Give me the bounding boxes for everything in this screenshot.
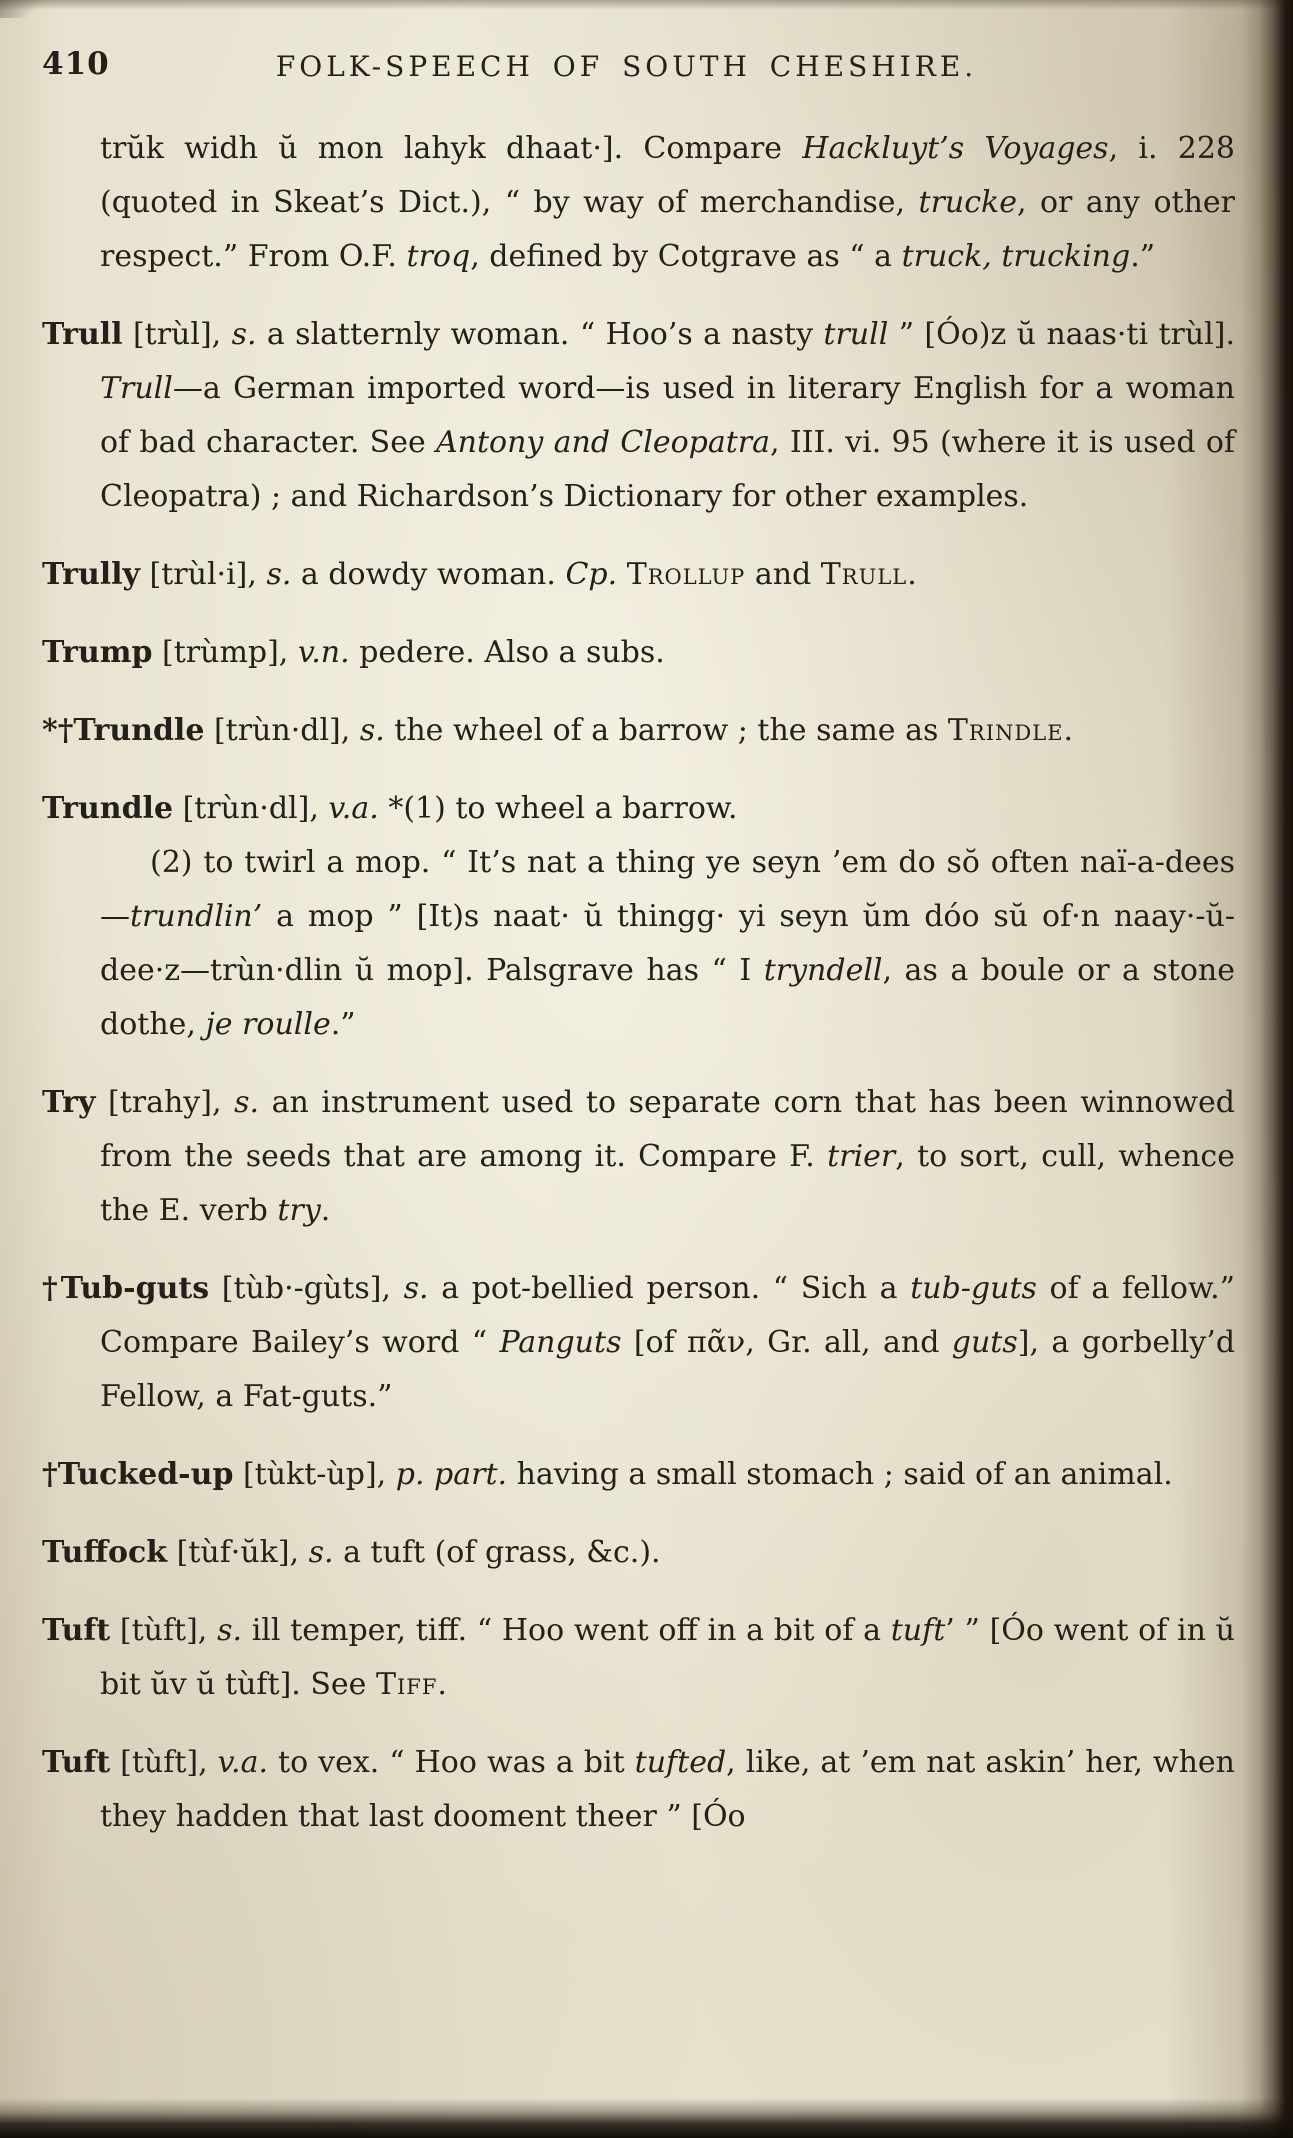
text-segment: s.: [359, 713, 385, 748]
text-segment: .”: [1130, 239, 1156, 274]
text-segment: tryndell: [763, 953, 883, 988]
entry-tuft-noun: [42, 1604, 1235, 1712]
text-segment: [trùl],: [122, 317, 232, 352]
text-segment: trier: [827, 1139, 896, 1174]
headword: Trully: [42, 557, 140, 592]
text-segment: truck, trucking: [901, 239, 1131, 274]
entry-try: [42, 1076, 1235, 1238]
text-segment: [trahy],: [95, 1085, 235, 1120]
entry-trundle-verb-sense-2: [100, 836, 1235, 1052]
text-segment: Trull: [820, 557, 908, 592]
text-segment: having a small stomach ; said of an animal.: [507, 1457, 1173, 1492]
text-segment: .: [907, 557, 917, 592]
text-segment: tuft: [890, 1613, 946, 1648]
text-segment: try: [277, 1193, 321, 1228]
scan-bottom-bar: [0, 2098, 1293, 2138]
text-segment: pedere. Also a subs.: [349, 635, 665, 670]
headword: †Tucked-up: [42, 1457, 234, 1492]
text-segment: ’ ” [Óo went of in ŭ bit ŭv ŭ tùft]. See: [100, 1613, 1235, 1702]
text-segment: trull: [823, 317, 889, 352]
headword: Tuft: [42, 1745, 111, 1780]
text-segment: troq: [406, 239, 471, 274]
entry-tuffock: [42, 1526, 1235, 1580]
text-segment: Panguts: [499, 1325, 622, 1360]
running-title: FOLK-SPEECH OF SOUTH CHESHIRE.: [275, 50, 978, 83]
text-segment: Trollup: [626, 557, 746, 592]
dictionary-entries: [0, 122, 1293, 1844]
text-segment: [tùb·-gùts],: [209, 1271, 404, 1306]
text-segment: a dowdy woman.: [291, 557, 566, 592]
text-segment: [of πᾶν, Gr. all, and: [621, 1325, 952, 1360]
text-segment: *(1) to wheel a barrow.: [378, 791, 738, 826]
headword: †Tub-guts: [42, 1271, 210, 1306]
text-segment: the wheel of a barrow ; the same as: [384, 713, 948, 748]
text-segment: trundlin’: [130, 899, 263, 934]
text-segment: , or any other respect.” From O.F.: [100, 185, 1235, 274]
text-segment: [trùl·i],: [139, 557, 267, 592]
text-segment: [617, 557, 627, 592]
entry-tub-guts: [42, 1262, 1235, 1424]
entry-tuft-verb: [42, 1736, 1235, 1844]
text-segment: —a German imported word—is used in literary English for a woman of bad character. See: [100, 371, 1235, 460]
entry-trull: [42, 308, 1235, 524]
text-segment: Antony and Cleopatra: [435, 425, 771, 460]
text-segment: (2) to twirl a mop. “ It’s nat a thing ye seyn ’em do sŏ often naï-a-dees—: [100, 845, 1235, 934]
text-segment: s.: [308, 1535, 334, 1570]
text-segment: Trindle: [947, 713, 1064, 748]
text-segment: Hackluyt’s Voyages: [802, 131, 1109, 166]
text-segment: ], a gorbelly’d Fellow, a Fat-guts.”: [100, 1325, 1236, 1414]
text-segment: an instrument used to separate corn that has been winnowed from the seeds that are among it. Compare F.: [100, 1085, 1235, 1174]
text-segment: tub-guts: [910, 1271, 1037, 1306]
headword: Trump: [42, 635, 153, 670]
text-segment: v.n.: [297, 635, 350, 670]
text-segment: .: [1063, 713, 1074, 748]
text-segment: Cp.: [565, 557, 618, 592]
text-segment: of a fellow.” Compare Bailey’s word “: [100, 1271, 1235, 1360]
entry-trump: [42, 626, 1235, 680]
text-segment: p. part.: [395, 1457, 508, 1492]
text-segment: , as a boule or a stone dothe,: [100, 953, 1235, 1042]
entry-trully: [42, 548, 1235, 602]
text-segment: .: [320, 1193, 331, 1228]
text-segment: s.: [234, 1085, 260, 1120]
text-segment: .: [437, 1667, 447, 1702]
text-segment: s.: [266, 557, 292, 592]
text-segment: s.: [217, 1613, 242, 1648]
page-header: [0, 0, 1293, 96]
text-segment: tufted: [634, 1745, 727, 1780]
text-segment: a mop ” [It)s naat· ŭ thingg· yi seyn ŭm dóo sŭ of·n naay·-ŭ-dee·z—trùn·dlin ŭ mop]. Palsgrave has “ I: [100, 899, 1235, 988]
headword: Trull: [42, 317, 123, 352]
text-segment: s.: [403, 1271, 429, 1306]
text-segment: [trùn·dl],: [173, 791, 329, 826]
text-segment: guts: [951, 1325, 1018, 1360]
entry-tucked-up: [42, 1448, 1235, 1502]
text-segment: [tùkt-ùp],: [233, 1457, 396, 1492]
text-segment: and: [745, 557, 821, 592]
text-segment: v.a.: [217, 1745, 269, 1780]
text-segment: , like, at ’em nat askin’ her, when they hadden that last dooment theer ” [Óo: [100, 1745, 1235, 1834]
text-segment: je roulle: [205, 1007, 331, 1042]
text-segment: [tùf·ŭk],: [167, 1535, 309, 1570]
text-segment: ill temper, tiff. “ Hoo went off in a bit of a: [242, 1613, 891, 1648]
page-number: 410: [42, 46, 110, 82]
text-segment: trucke: [918, 185, 1017, 220]
text-segment: Tiff: [375, 1667, 438, 1702]
text-segment: , III. vi. 95 (where it is used of Cleopatra) ; and Richardson’s Dictionary for other examples.: [100, 425, 1236, 514]
text-segment: , defined by Cotgrave as “ a: [470, 239, 902, 274]
text-segment: trŭk widh ŭ mon lahyk dhaat·]. Compare: [100, 131, 803, 166]
entry-trundle-verb: [42, 782, 1235, 836]
text-segment: Trull: [100, 371, 173, 406]
text-segment: [tùft],: [110, 1745, 218, 1780]
text-segment: ” [Óo)z ŭ naas·ti trùl].: [888, 317, 1235, 352]
text-segment: [trùmp],: [152, 635, 298, 670]
headword: Trundle: [42, 791, 174, 826]
text-segment: a tuft (of grass, &c.).: [333, 1535, 661, 1570]
headword: *†Trundle: [42, 713, 205, 748]
text-segment: v.a.: [328, 791, 379, 826]
text-segment: a pot-bellied person. “ Sich a: [428, 1271, 911, 1306]
text-segment: , i. 228 (quoted in Skeat’s Dict.), “ by way of merchandise,: [100, 131, 1235, 220]
text-segment: a slatternly woman. “ Hoo’s a nasty: [256, 317, 824, 352]
text-segment: to vex. “ Hoo was a bit: [268, 1745, 635, 1780]
text-segment: [trùn·dl],: [204, 713, 360, 748]
text-segment: [tùft],: [110, 1613, 218, 1648]
text-segment: .”: [330, 1007, 356, 1042]
entry-trundle-noun: [42, 704, 1235, 758]
continuation-paragraph-truck: [100, 122, 1235, 284]
headword: Tuffock: [42, 1535, 168, 1570]
text-segment: , to sort, cull, whence the E. verb: [100, 1139, 1235, 1228]
headword: Tuft: [42, 1613, 111, 1648]
headword: Try: [42, 1085, 96, 1120]
text-segment: s.: [231, 317, 257, 352]
